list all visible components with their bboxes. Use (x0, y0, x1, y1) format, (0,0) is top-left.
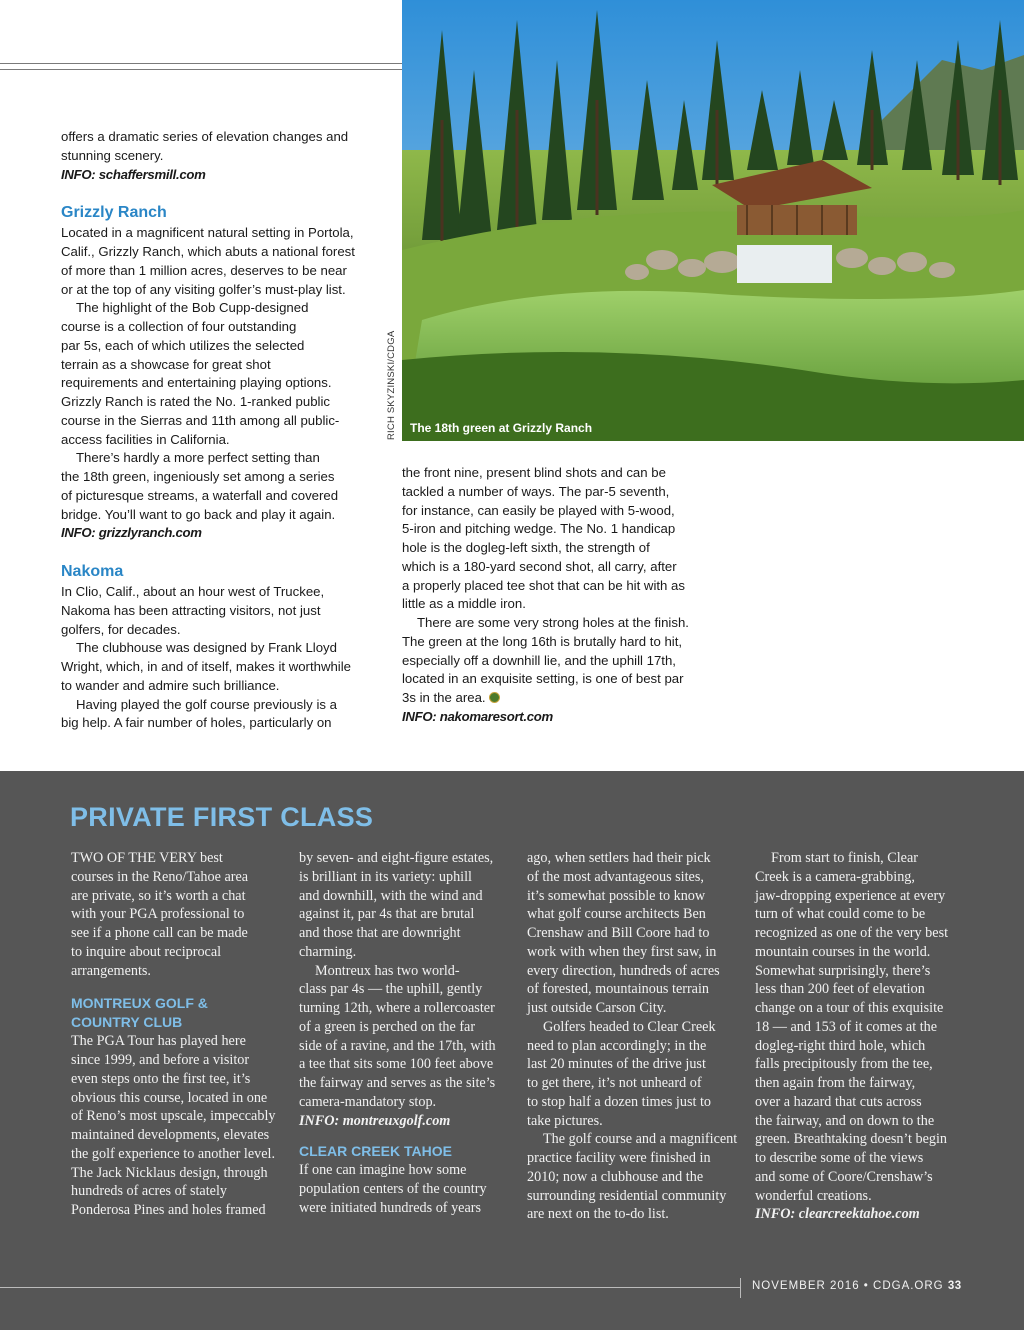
sidebar-title: PRIVATE FIRST CLASS (70, 802, 374, 832)
montreux-paragraph-1: The PGA Tour has played here since 1999, and before a visitor even steps onto the first tee, it’s obvious this course, located in one of Reno’s most upscale, impeccably maintained developments, elevates the golf experience to another level. The Jack Nicklaus design, through hundreds of acres of stately Ponderosa Pines and holes framed (71, 1033, 276, 1218)
grizzly-info-link[interactable]: INFO: grizzlyranch.com (61, 525, 202, 541)
photo-caption: The 18th green at Grizzly Ranch (410, 421, 593, 435)
left-column (61, 128, 386, 733)
footer-divider (740, 1278, 741, 1298)
photo-credit: RICH SKYZINSKI/CDGA (386, 330, 397, 440)
footer-rule (0, 1287, 740, 1288)
grizzly-paragraph-1: Located in a magnificent natural setting in Portola, Calif., Grizzly Ranch, which abuts a national forest of more than 1 million acres, deserves to be near or at the top of any visiting golfer’s must-play list. (61, 225, 355, 297)
nakoma-info-link[interactable]: INFO: nakomaresort.com (402, 708, 553, 724)
page-footer (752, 1280, 962, 1292)
nakoma-heading: Nakoma (61, 563, 124, 580)
montreux-info-link[interactable]: INFO: montreuxgolf.com (299, 1112, 451, 1129)
clear-creek-paragraph-4: The golf course and a magnificent practice facility were finished in 2010; now a clubhouse and the surrounding residential community are next on the to-do list. (527, 1131, 738, 1223)
nakoma-paragraph-2: The clubhouse was designed by Frank Lloyd Wright, which, in and of itself, makes it worthwhile to wander and admire such brilliance. (61, 640, 351, 693)
sidebar-column-4 (755, 849, 975, 1224)
top-rule-2 (0, 69, 402, 70)
nakoma-paragraph-3: Having played the golf course previously is a big help. A fair number of holes, particularly on (61, 696, 337, 731)
clear-creek-paragraph-3: Golfers headed to Clear Creek need to plan accordingly; in the last 20 minutes of the drive just to get there, it’s not unheard of to stop half a dozen times just to take pictures. (527, 1018, 716, 1129)
clear-creek-heading: CLEAR CREEK TAHOE (299, 1143, 452, 1160)
sidebar-column-1 (71, 849, 286, 1220)
cdga-logo-icon (489, 692, 500, 703)
grizzly-paragraph-2: The highlight of the Bob Cupp-designed course is a collection of four outstanding par 5s, each of which utilizes the selected terrain as a showcase for great shot requirements and entertaining playing options. Grizzly Ranch is rated the No. 1-ranked public course in the Sierras and 11th among all public- access facilities in California. (61, 300, 340, 447)
clear-creek-paragraph-5: From start to finish, Clear Creek is a camera-grabbing, jaw-dropping experience at every turn of what could come to be recognized as one of the very best mountain courses in the world. Somewhat surprisingly, there’s less than 200 feet of elevation change on a tour of this exquisite 18 — and 153 of it comes at the dogleg-right third hole, which falls precipitously from the tee, then again from the fairway, over a hazard that cuts across the fairway, and on down to the green. Breathtaking doesn’t begin to describe some of the views and some of Coore/Crenshaw’s wonderful creations. (755, 850, 949, 1204)
sidebar-column-2 (299, 849, 514, 1218)
grizzly-ranch-photo (402, 0, 1024, 441)
clear-creek-paragraph-1: If one can imagine how some population centers of the country were initiated hundreds of years (299, 1162, 487, 1216)
intro-info-link[interactable]: INFO: schaffersmill.com (61, 166, 206, 182)
montreux-paragraph-2: by seven- and eight-figure estates, is brilliant in its variety: uphill and downhill, with the wind and against it, par 4s that are brutal and those that are downright charming. (299, 850, 494, 960)
clear-creek-info-link[interactable]: INFO: clearcreektahoe.com (755, 1206, 920, 1223)
grizzly-paragraph-3: There’s hardly a more perfect setting than the 18th green, ingeniously set among a series of picturesque streams, a waterfall and covered bridge. You’ll want to go back and play it again. (61, 450, 339, 522)
top-rule-1 (0, 63, 402, 64)
sidebar-intro: TWO OF THE VERY best courses in the Reno/Tahoe area are private, so it’s worth a chat with your PGA professional to see if a phone call can be made to inquire about reciprocal arrangements. (71, 850, 249, 979)
intro-text: offers a dramatic series of elevation changes and stunning scenery. (61, 129, 349, 163)
middle-column (402, 464, 727, 727)
grizzly-ranch-heading: Grizzly Ranch (61, 204, 167, 222)
sidebar-column-3 (527, 849, 742, 1224)
nakoma-paragraph-4: the front nine, present blind shots and can be tackled a number of ways. The par-5 seventh, for instance, can easily be played with 5-wood, 5-iron and pitching wedge. The No. 1 handicap hole is the dogleg-left sixth, the strength of which is a 180-yard second shot, all carry, after a properly placed tee shot that can be hit with as little as a middle iron. (402, 465, 685, 612)
clear-creek-paragraph-2: ago, when settlers had their pick of the most advantageous sites, it’s somewhat possible to know what golf course architects Ben Crenshaw and Bill Coore had to work with when they first saw, in every direction, hundreds of acres of forested, mountainous terrain just outside Carson City. (527, 850, 720, 1016)
nakoma-paragraph-1: In Clio, Calif., about an hour west of Truckee, Nakoma has been attracting visitors, not just golfers, for decades. (61, 584, 325, 637)
nakoma-paragraph-5: There are some very strong holes at the finish. The green at the long 16th is brutally hard to hit, especially off a downhill lie, and the uphill 17th, located in an exquisite setting, is one of best par 3s in the area. (402, 615, 689, 705)
montreux-paragraph-3: Montreux has two world- class par 4s — the uphill, gently turning 12th, where a rollercoaster of a green is perched on the far side of a ravine, and the 17th, with a tee that sits some 100 feet above the fairway and serves as the site’s camera-mandatory stop. (299, 962, 496, 1110)
montreux-heading: MONTREUX GOLF & COUNTRY CLUB (71, 995, 208, 1031)
page-number: 33 (947, 1280, 962, 1292)
footer-issue: NOVEMBER 2016 • CDGA.ORG (752, 1280, 944, 1292)
